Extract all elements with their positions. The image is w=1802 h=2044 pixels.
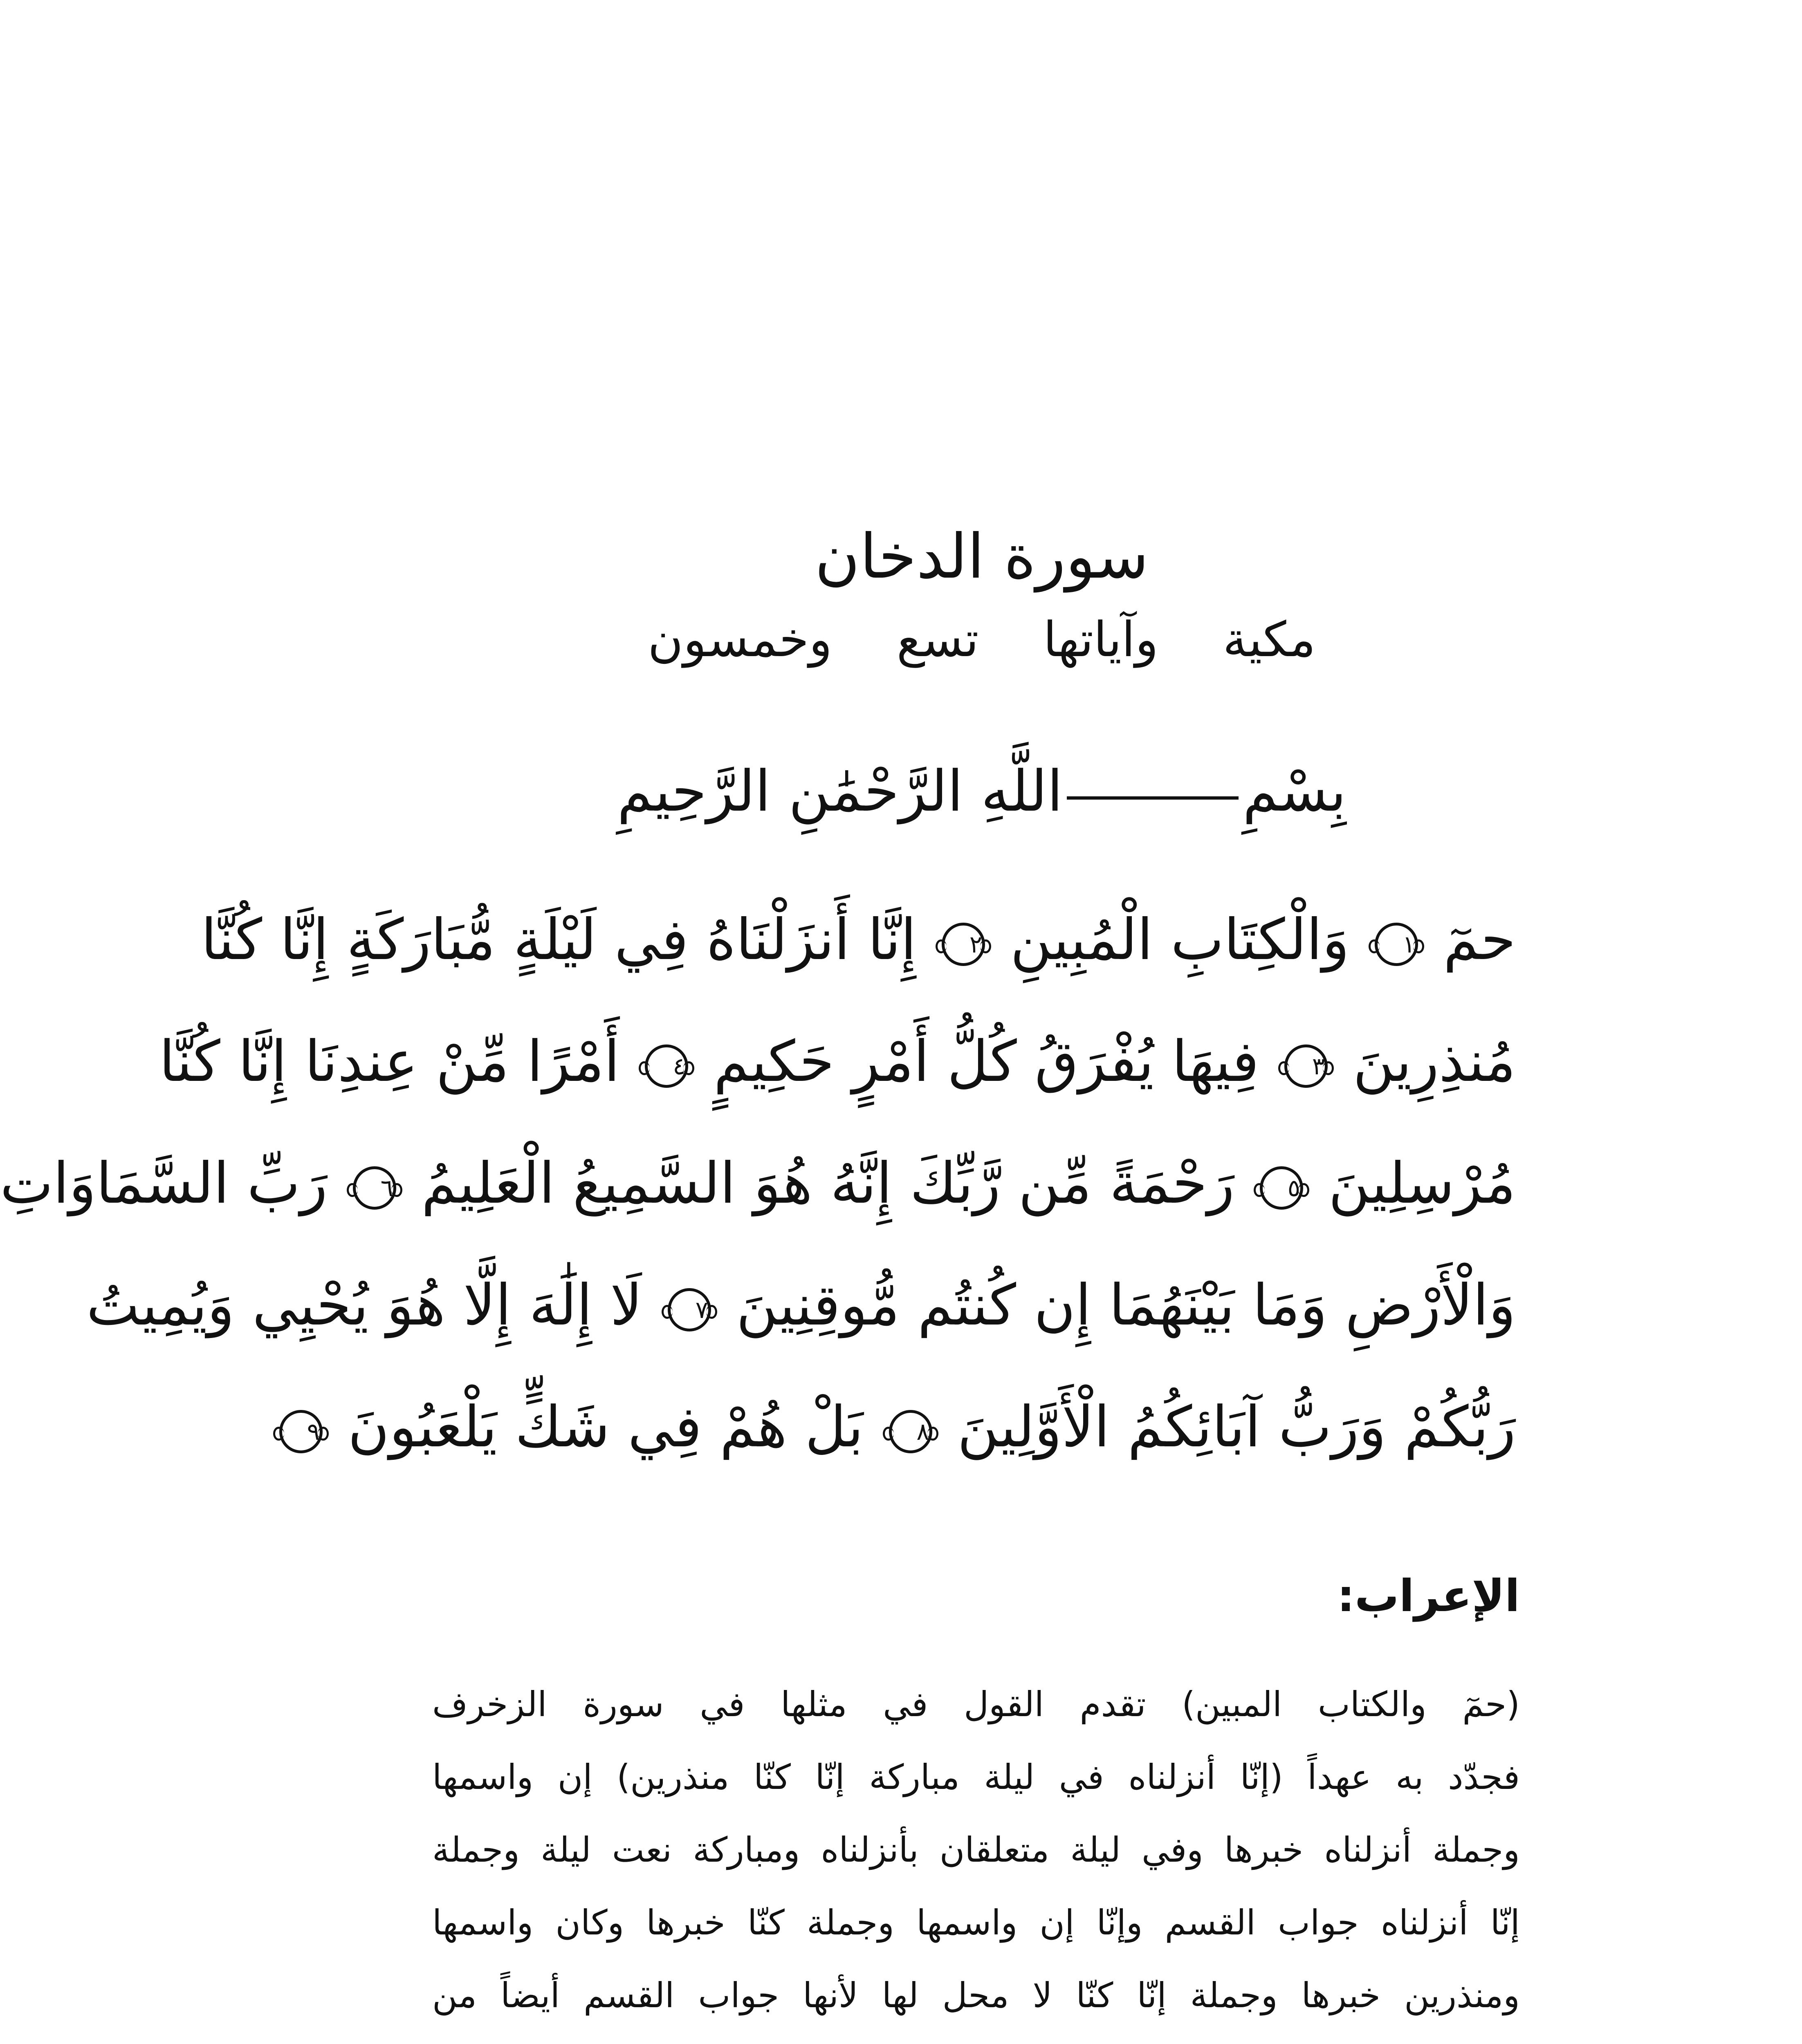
ayah-marker-icon: ٤ (645, 1044, 688, 1088)
ayah-marker-icon: ٣ (1284, 1044, 1328, 1088)
basmala-stretch-line (1067, 792, 1239, 800)
irab-paragraph (432, 1668, 1520, 2044)
surah-title: سورة الدخان (815, 521, 1149, 592)
ayah-marker-icon: ٩ (279, 1410, 323, 1453)
verse-line-2 (159, 1001, 1516, 1123)
irab-line: ومنذرين خبرها وجملة إنّا كنّا لا محل لها لأنها جواب القسم أيضاً من (432, 1975, 1520, 2015)
irab-heading: الإعراب: (1337, 1571, 1520, 1622)
irab-line (432, 2032, 1520, 2044)
verse-line-4 (86, 1244, 1516, 1366)
irab-line: (حمٓ والكتاب المبين) تقدم القول في مثلها في سورة الزخرف (432, 1684, 1520, 1724)
verse-text: وَالْأَرْضِ وَمَا بَيْنَهُمَا إِن كُنتُم مُّوقِنِينَ (736, 1272, 1516, 1338)
verse-text: وَالْكِتَابِ الْمُبِينِ (1010, 907, 1350, 973)
verse-text: رَبُّكُمْ وَرَبُّ آبَائِكُمُ الْأَوَّلِينَ (957, 1394, 1516, 1460)
verse-text: مُرْسِلِينَ (1328, 1150, 1516, 1216)
ayah-marker-icon: ٢ (942, 923, 985, 966)
irab-line: إنّا أنزلناه جواب القسم وإنّا إن واسمها وجملة كنّا خبرها وكان واسمها (432, 1903, 1520, 1943)
verse-text: بَلْ هُمْ فِي شَكٍّ يَلْعَبُونَ (348, 1394, 864, 1460)
verse-text: حمٓ (1443, 907, 1516, 973)
irab-line: وجملة أنزلناه خبرها وفي ليلة متعلقان بأنزلناه ومباركة نعت ليلة وجملة (432, 1830, 1520, 1870)
verse-text: فِيهَا يُفْرَقُ كُلُّ أَمْرٍ حَكِيمٍ (714, 1029, 1259, 1094)
verse-text: مُنذِرِينَ (1353, 1029, 1516, 1094)
ayah-marker-icon: ١ (1375, 923, 1418, 966)
surah-type: مكية (1223, 611, 1316, 668)
ayah-marker-icon: ٦ (353, 1166, 396, 1210)
ayah-marker-icon: ٨ (889, 1410, 932, 1453)
ayah-marker-icon: ٧ (668, 1288, 711, 1331)
verse-text: رَبِّ السَّمَاوَاتِ (0, 1150, 328, 1216)
surah-verse-count: وآياتها تسع وخمسون (648, 611, 1158, 668)
ayah-marker-icon: ٥ (1260, 1166, 1303, 1210)
verse-text: إِنَّا أَنزَلْنَاهُ فِي لَيْلَةٍ مُّبَارَكَةٍ إِنَّا كُنَّا (201, 907, 917, 973)
verse-line-1 (201, 879, 1516, 1001)
surah-subtitle (162, 613, 1802, 666)
verse-text: أَمْرًا مِّنْ عِندِنَا إِنَّا كُنَّا (159, 1029, 620, 1094)
verse-line-5 (307, 1366, 1516, 1488)
basmala (162, 760, 1802, 823)
verse-line-3 (0, 1123, 1516, 1244)
verse-text: رَحْمَةً مِّن رَّبِّكَ إِنَّهُ هُوَ السَّمِيعُ الْعَلِيمُ (421, 1150, 1235, 1216)
basmala-rest: اللَّهِ الرَّحْمَٰنِ الرَّحِيمِ (617, 758, 1063, 824)
verse-text: لَا إِلَٰهَ إِلَّا هُوَ يُحْيِي وَيُمِيتُ (86, 1272, 642, 1338)
irab-line: فجدّد به عهداً (إنّا أنزلناه في ليلة مباركة إنّا كنّا منذرين) إن واسمها (432, 1757, 1520, 1797)
quran-verses (0, 879, 1516, 1488)
basmala-start: بِسْمِ (1243, 758, 1346, 824)
